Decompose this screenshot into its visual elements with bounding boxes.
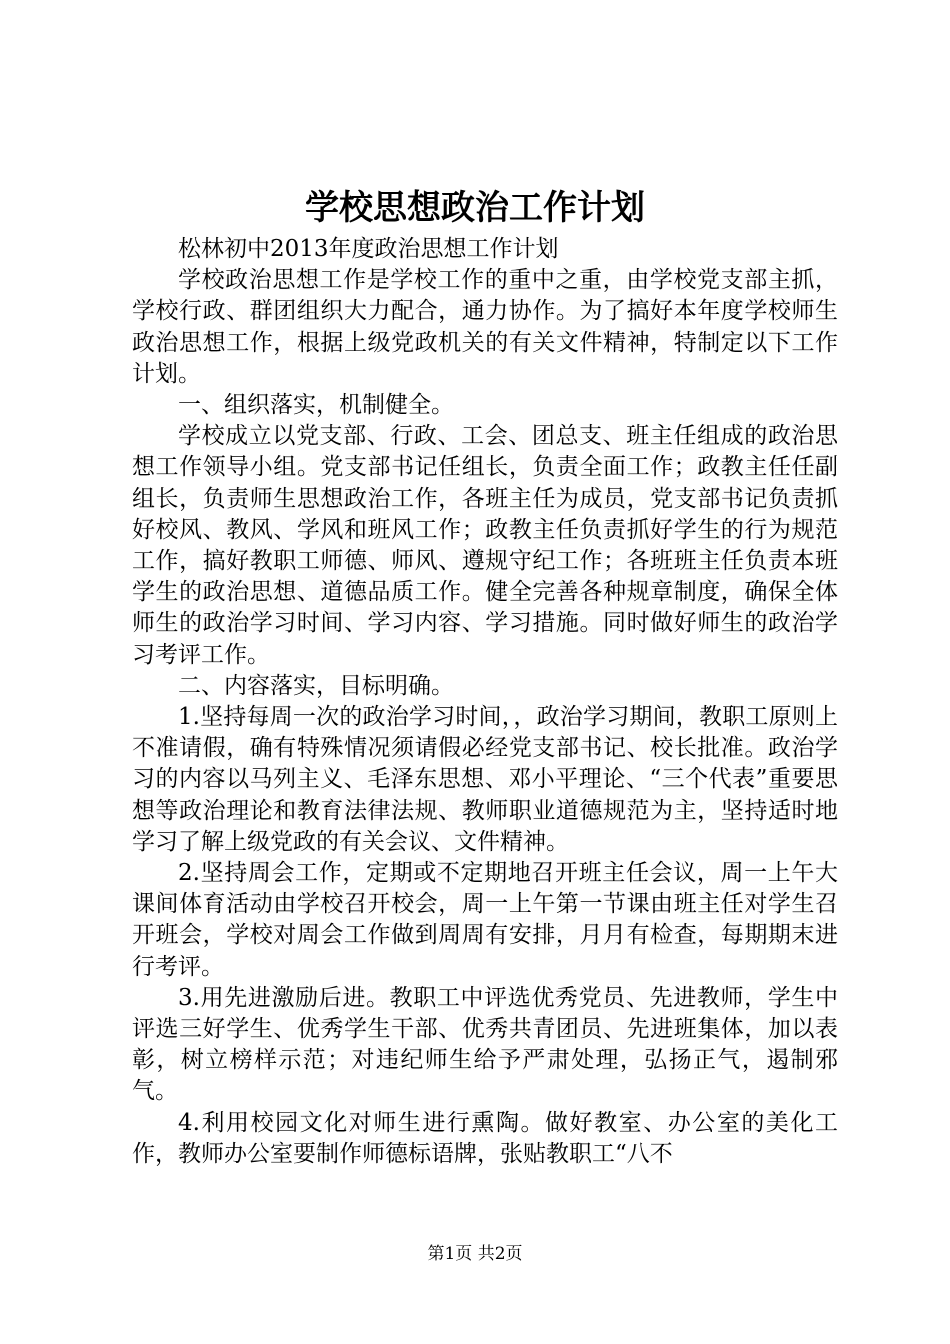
document-title: 学校思想政治工作计划 — [305, 188, 645, 228]
paragraph-item-3: 3.用先进激励后进。教职工中评选优秀党员、先进教师，学生中评选三好学生、优秀学生干部、优秀共青团员、先进班集体，加以表彰，树立榜样示范；对违纪师生给予严肃处理，弘扬正气，遏制邪气。 — [132, 984, 838, 1105]
paragraph-item-4: 4.利用校园文化对师生进行熏陶。做好教室、办公室的美化工作，教师办公室要制作师德标语牌，张贴教职工“八不 — [132, 1109, 838, 1167]
paragraph-item-2: 2.坚持周会工作，定期或不定期地召开班主任会议，周一上午大课间体育活动由学校召开校会，周一上午第一节课由班主任对学生召开班会，学校对周会工作做到周周有安排，月月有检查，每期期末进行考评。 — [132, 860, 838, 980]
section-heading-1: 一、组织落实，机制健全。 — [178, 392, 454, 419]
document-body — [132, 234, 838, 1170]
page-number: 第1页 共2页 — [427, 1244, 523, 1264]
paragraph-organization: 学校成立以党支部、行政、工会、团总支、班主任组成的政治思想工作领导小组。党支部书记任组长，负责全面工作；政教主任任副组长，负责师生思想政治工作，各班主任为成员，党支部书记负责抓好校风、教风、学风和班风工作；政教主任负责抓好学生的行为规范工作，搞好教职工师德、师风、遵规守纪工作；各班班主任负责本班学生的政治思想、道德品质工作。健全完善各种规章制度，确保全体师生的政治学习时间、学习内容、学习措施。同时做好师生的政治学习考评工作。 — [132, 423, 838, 668]
paragraph-intro: 学校政治思想工作是学校工作的重中之重，由学校党支部主抓，学校行政、群团组织大力配合，通力协作。为了搞好本年度学校师生政治思想工作，根据上级党政机关的有关文件精神，特制定以下工作计划。 — [132, 267, 838, 387]
paragraph-item-1: 1.坚持每周一次的政治学习时间，，政治学习期间，教职工原则上不准请假，确有特殊情况须请假必经党支部书记、校长批准。政治学习的内容以马列主义、毛泽东思想、邓小平理论、“三个代表”重要思想等政治理论和教育法律法规、教师职业道德规范为主，坚持适时地学习了解上级党政的有关会议、文件精神。 — [132, 704, 838, 855]
paragraph-heading: 松林初中2013年度政治思想工作计划 — [178, 236, 559, 262]
section-heading-2: 二、内容落实，目标明确。 — [178, 672, 454, 699]
